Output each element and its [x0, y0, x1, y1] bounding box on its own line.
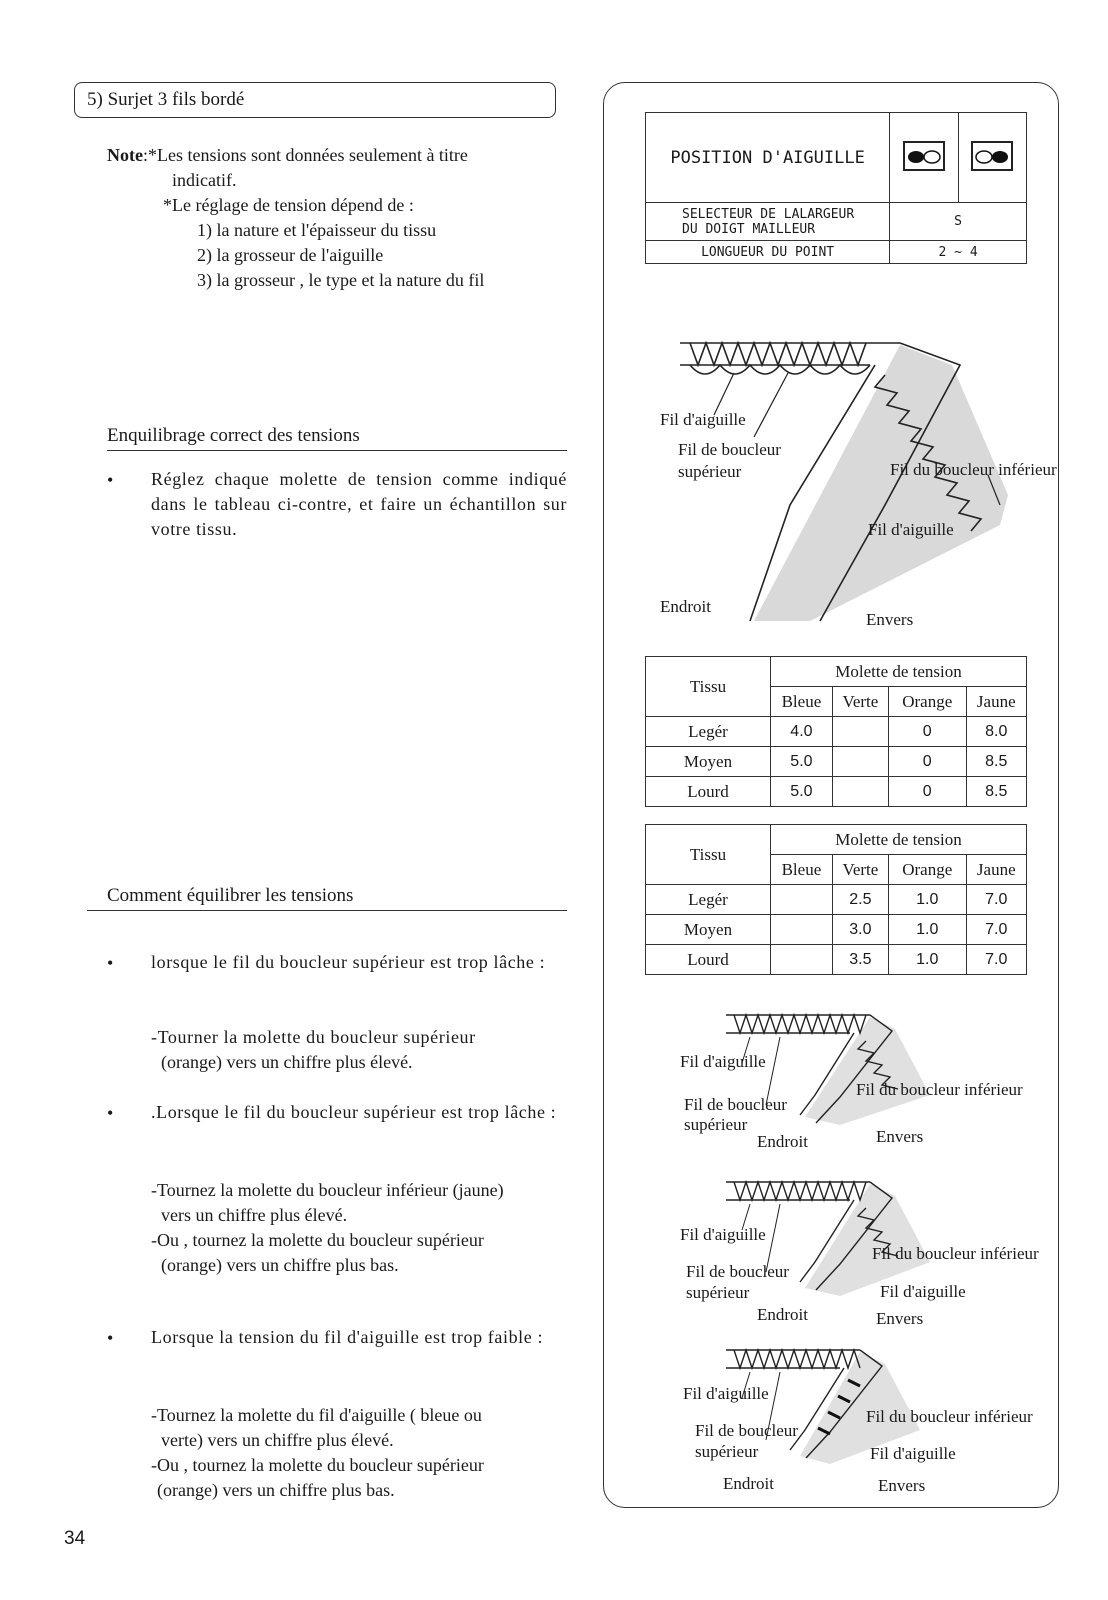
value-cell: 5.0 [771, 777, 833, 807]
label-upper-looper-2: supérieur [686, 1283, 750, 1302]
label-needle-thread: Fil d'aiguille [683, 1384, 769, 1403]
note-block [107, 143, 567, 293]
howto-bullet-1: lorsque le fil du boucleur supérieur est trop lâche : [151, 952, 546, 972]
balance-text: Réglez chaque molette de tension comme indiqué dans le tableau ci-contre, et faire un échantillon sur votre tissu. [151, 469, 567, 539]
fabric-cell: Lourd [646, 945, 771, 975]
label-needle-thread: Fil d'aiguille [680, 1225, 766, 1244]
label-lower-looper: Fil du boucleur inférieur [856, 1080, 1023, 1099]
label-right-side: Endroit [757, 1305, 808, 1324]
label-lower-looper: Fil du boucleur inférieur [872, 1244, 1039, 1263]
col-header: Bleue [771, 687, 833, 717]
page-number: 34 [64, 1528, 86, 1549]
bullet: • [107, 470, 114, 490]
sub-line: verte) vers un chiffre plus élevé. [161, 1430, 394, 1450]
note-item: 3) la grosseur , le type et la nature du fil [197, 270, 485, 290]
note-label: Note [107, 145, 143, 165]
bullet: • [107, 1103, 114, 1123]
value-cell: 8.0 [966, 717, 1026, 747]
fabric-cell: Legér [646, 885, 771, 915]
value-cell: 2.5 [832, 885, 888, 915]
fabric-cell: Moyen [646, 747, 771, 777]
note-line-1: Note:*Les tensions sont données seulement à titre [107, 145, 468, 165]
value-cell: 0 [888, 747, 966, 777]
sub-line: (orange) vers un chiffre plus élevé. [161, 1052, 413, 1072]
value-cell: 3.0 [832, 915, 888, 945]
length-value: 2 ~ 4 [890, 241, 1027, 264]
value-cell: 0 [888, 777, 966, 807]
col-header: Bleue [771, 855, 833, 885]
needle-position-title: POSITION D'AIGUILLE [646, 113, 890, 203]
value-cell: 0 [888, 717, 966, 747]
label-needle-thread: Fil d'aiguille [680, 1052, 766, 1071]
label-wrong-side: Envers [878, 1476, 926, 1495]
sub-line: -Tournez la molette du boucleur inférieur (jaune) [151, 1180, 504, 1200]
value-cell [771, 885, 833, 915]
value-cell: 1.0 [888, 945, 966, 975]
label-wrong-side: Envers [876, 1127, 924, 1146]
howto-heading: Comment équilibrer les tensions [87, 884, 567, 911]
selector-label: SELECTEUR DE LALARGEUR DU DOIGT MAILLEUR [646, 203, 890, 241]
label-upper-looper-2: supérieur [695, 1442, 759, 1461]
howto-bullet-2: .Lorsque le fil du boucleur supérieur est trop lâche : [151, 1102, 557, 1122]
note-item: 2) la grosseur de l'aiguille [197, 245, 384, 265]
sub-line: -Tourner la molette du boucleur supérieur [151, 1027, 476, 1047]
label-wrong-side: Envers [876, 1309, 924, 1328]
col-header: Verte [832, 855, 888, 885]
sub-line: -Tournez la molette du fil d'aiguille ( bleue ou [151, 1405, 482, 1425]
label-needle-thread-2: Fil d'aiguille [880, 1282, 966, 1301]
label-upper-looper: Fil de boucleur [678, 440, 781, 459]
fabric-cell: Legér [646, 717, 771, 747]
needle-left-icon [903, 141, 945, 171]
value-cell [771, 915, 833, 945]
value-cell: 7.0 [966, 945, 1026, 975]
note-line-3: *Le réglage de tension dépend de : [163, 195, 414, 215]
bullet: • [107, 953, 114, 973]
label-lower-looper: Fil du boucleur inférieur [866, 1407, 1033, 1426]
col-header: Orange [888, 855, 966, 885]
value-cell: 1.0 [888, 915, 966, 945]
needle-position-table [645, 112, 1027, 264]
value-cell: 7.0 [966, 885, 1026, 915]
table-row [646, 915, 1027, 945]
value-cell: 8.5 [966, 777, 1026, 807]
tension-table-1 [645, 656, 1027, 807]
label-upper-looper: Fil de boucleur [695, 1421, 798, 1440]
label-needle-thread: Fil d'aiguille [660, 410, 746, 429]
label-right-side: Endroit [757, 1132, 808, 1151]
needle-right-cell [958, 113, 1026, 203]
label-wrong-side: Envers [866, 610, 914, 629]
howto-bullet-3-sub [151, 1403, 571, 1503]
table-row [646, 885, 1027, 915]
howto-bullet-3: Lorsque la tension du fil d'aiguille est trop faible : [151, 1327, 544, 1347]
molette-header: Molette de tension [771, 825, 1027, 855]
tissu-header: Tissu [646, 657, 771, 717]
value-cell [832, 747, 888, 777]
balance-heading: Enquilibrage correct des tensions [107, 424, 567, 451]
value-cell [832, 777, 888, 807]
value-cell [832, 717, 888, 747]
label-needle-thread-2: Fil d'aiguille [870, 1444, 956, 1463]
col-header: Jaune [966, 855, 1026, 885]
needle-right-icon [971, 141, 1013, 171]
tissu-header: Tissu [646, 825, 771, 885]
col-header: Verte [832, 687, 888, 717]
tension-table-2 [645, 824, 1027, 975]
howto-bullet-2-sub [151, 1178, 571, 1278]
label-right-side: Endroit [660, 597, 711, 616]
molette-header: Molette de tension [771, 657, 1027, 687]
col-header: Jaune [966, 687, 1026, 717]
label-right-side: Endroit [723, 1474, 774, 1493]
length-label: LONGUEUR DU POINT [646, 241, 890, 264]
note-line-2: indicatif. [172, 170, 237, 190]
table-row [646, 945, 1027, 975]
section-title: 5) Surjet 3 fils bordé [74, 82, 556, 118]
col-header: Orange [888, 687, 966, 717]
value-cell: 1.0 [888, 885, 966, 915]
sub-line: (orange) vers un chiffre plus bas. [161, 1255, 399, 1275]
label-needle-thread-2: Fil d'aiguille [868, 520, 954, 539]
selector-value: S [890, 203, 1027, 241]
label-upper-looper: Fil de boucleur [686, 1262, 789, 1281]
value-cell: 8.5 [966, 747, 1026, 777]
label-upper-looper-2: supérieur [684, 1115, 748, 1134]
value-cell [771, 945, 833, 975]
table-row [646, 747, 1027, 777]
sub-line: -Ou , tournez la molette du boucleur supérieur [151, 1455, 484, 1475]
sub-line: vers un chiffre plus élevé. [161, 1205, 348, 1225]
table-row [646, 717, 1027, 747]
sub-line: -Ou , tournez la molette du boucleur supérieur [151, 1230, 484, 1250]
label-upper-looper: Fil de boucleur [684, 1095, 787, 1114]
needle-left-cell [890, 113, 958, 203]
fabric-cell: Moyen [646, 915, 771, 945]
bullet: • [107, 1328, 114, 1348]
howto-bullet-1-sub [151, 1025, 571, 1075]
label-upper-looper-2: supérieur [678, 462, 742, 481]
value-cell: 5.0 [771, 747, 833, 777]
fabric-cell: Lourd [646, 777, 771, 807]
value-cell: 7.0 [966, 915, 1026, 945]
table-row [646, 777, 1027, 807]
note-item: 1) la nature et l'épaisseur du tissu [197, 220, 437, 240]
label-lower-looper: Fil du boucleur inférieur [890, 460, 1057, 479]
value-cell: 4.0 [771, 717, 833, 747]
value-cell: 3.5 [832, 945, 888, 975]
sub-line: (orange) vers un chiffre plus bas. [157, 1480, 395, 1500]
